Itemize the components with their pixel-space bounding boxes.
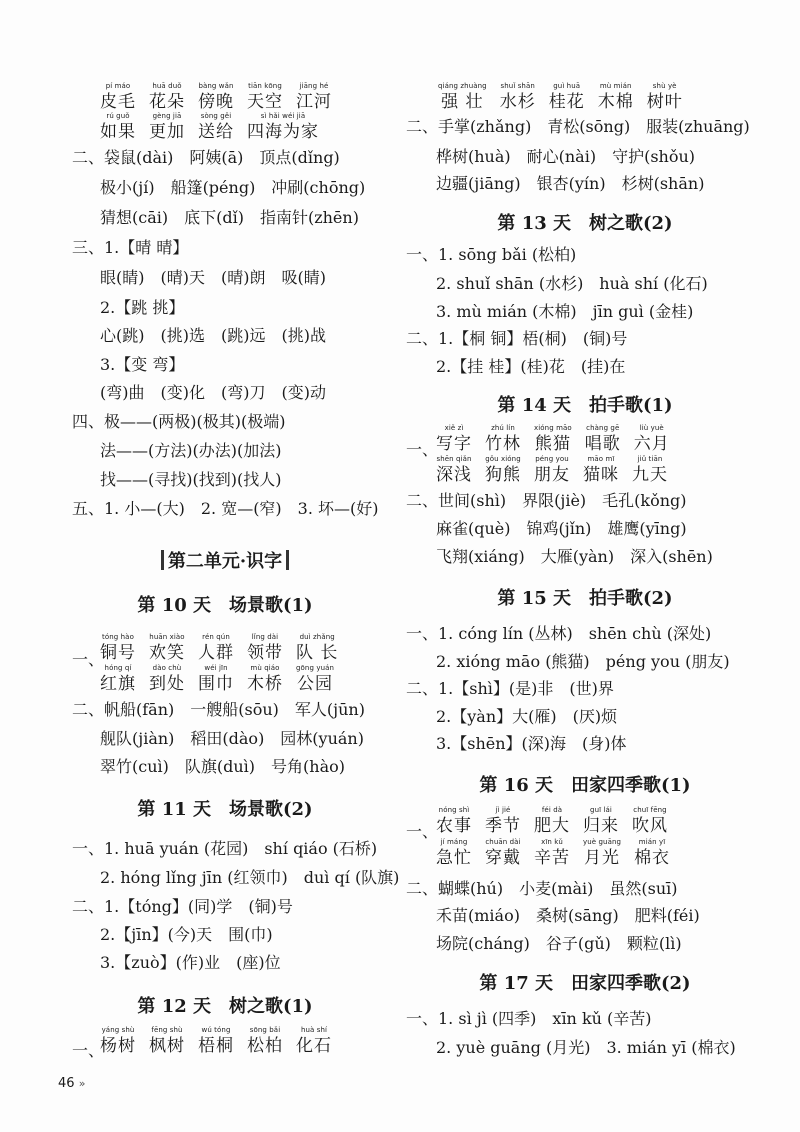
pinyin-word (100, 82, 136, 113)
answer-line: 麻雀(què) 锦鸡(jǐn) 雄鹰(yīng) (436, 519, 687, 538)
hanzi-text: 人群 (198, 643, 234, 663)
pinyin-word-row (436, 838, 683, 869)
pinyin-text: jiǔ tiān (637, 455, 663, 463)
pinyin-word (485, 424, 521, 455)
hanzi-text: 辛苦 (534, 848, 570, 868)
pinyin-text: tiān kōng (248, 82, 282, 90)
answer-line: 2.【跳 挑】 (100, 298, 185, 317)
pinyin-text: sòng gěi (200, 112, 232, 120)
pinyin-word (598, 82, 634, 113)
pinyin-text: chuān dài (485, 838, 521, 846)
pinyin-word (583, 455, 619, 486)
pinyin-word (583, 838, 621, 869)
section-marker: 一、 (72, 650, 105, 669)
answer-line: 3.【zuò】(作)业 (座)位 (100, 953, 281, 972)
pinyin-text: liù yuè (639, 424, 664, 432)
answer-line: 四、极——(两极)(极其)(极端) (72, 412, 286, 431)
pinyin-word (198, 664, 234, 695)
pinyin-word (149, 82, 185, 113)
pinyin-text: bàng wǎn (198, 82, 234, 90)
answer-line: 3.【变 弯】 (100, 355, 185, 374)
pinyin-word (198, 112, 234, 143)
pinyin-word-row (100, 112, 332, 143)
answer-line: 找——(寻找)(找到)(找人) (100, 470, 282, 489)
day-title: 第 13 天 树之歌(2) (497, 213, 673, 234)
title-bar-icon (161, 550, 164, 570)
answer-line: 猜想(cāi) 底下(dǐ) 指南针(zhēn) (100, 208, 359, 227)
pinyin-text: sōng bǎi (249, 1026, 281, 1034)
answer-line: 法——(方法)(办法)(加法) (100, 441, 282, 460)
day-title: 第 12 天 树之歌(1) (137, 996, 313, 1017)
hanzi-text: 松柏 (247, 1036, 283, 1056)
day-title: 第 16 天 田家四季歌(1) (479, 775, 691, 796)
pinyin-text: rú guǒ (106, 112, 130, 120)
answer-line: 三、1.【晴 晴】 (72, 238, 189, 257)
pinyin-text: fēng shù (151, 1026, 183, 1034)
hanzi-text: 四海为家 (247, 122, 319, 142)
pinyin-word (198, 82, 234, 113)
pinyin-word-row (436, 806, 681, 837)
pinyin-text: dào chù (152, 664, 182, 672)
hanzi-text: 如果 (100, 122, 136, 142)
pinyin-text: xiě zì (444, 424, 464, 432)
title-bar-icon (286, 550, 289, 570)
pinyin-text: xīn kǔ (541, 838, 563, 846)
hanzi-text: 深浅 (436, 465, 472, 485)
pinyin-word (485, 806, 521, 837)
pinyin-word (247, 82, 283, 113)
pinyin-word (534, 455, 570, 486)
pinyin-text: shēn qiǎn (436, 455, 472, 463)
pinyin-word (534, 838, 570, 869)
pinyin-word-row (100, 664, 347, 695)
hanzi-text: 化石 (296, 1036, 332, 1056)
hanzi-text: 穿戴 (485, 848, 521, 868)
hanzi-text: 急忙 (436, 848, 472, 868)
hanzi-text: 天空 (247, 92, 283, 112)
answer-line: 二、1.【shì】(是)非 (世)界 (406, 679, 614, 698)
pinyin-word (100, 664, 136, 695)
answer-line: 3. mù mián (木棉) jīn guì (金桂) (436, 302, 694, 321)
hanzi-text: 铜号 (100, 643, 136, 663)
pinyin-word (438, 82, 487, 113)
pinyin-text: qiáng zhuàng (438, 82, 487, 90)
pinyin-text: lǐng dài (251, 633, 279, 641)
pinyin-word (632, 806, 668, 837)
answer-line: 翠竹(cuì) 队旗(duì) 号角(hào) (100, 757, 345, 776)
pinyin-text: sì hǎi wéi jiā (260, 112, 306, 120)
pinyin-text: gèng jiā (152, 112, 182, 120)
hanzi-text: 皮毛 (100, 92, 136, 112)
hanzi-text: 领带 (247, 643, 283, 663)
pinyin-text: guī lái (590, 806, 612, 814)
hanzi-text: 傍晚 (198, 92, 234, 112)
pinyin-word (583, 806, 619, 837)
pinyin-word (436, 424, 472, 455)
pinyin-text: māo mī (587, 455, 615, 463)
answer-line: 二、帆船(fān) 一艘船(sōu) 军人(jūn) (72, 700, 365, 719)
hanzi-text: 归来 (583, 816, 619, 836)
hanzi-text: 九天 (632, 465, 668, 485)
hanzi-text: 肥大 (534, 816, 570, 836)
answer-line: 二、袋鼠(dài) 阿姨(ā) 顶点(dǐng) (72, 148, 340, 167)
pinyin-word-row (438, 82, 696, 113)
answer-line: 2. hóng lǐng jīn (红领巾) duì qí (队旗) (100, 868, 400, 887)
pinyin-text: yuè guāng (583, 838, 622, 846)
hanzi-text: 棉衣 (634, 848, 671, 868)
pinyin-word-row (436, 424, 683, 455)
pinyin-word (647, 82, 683, 113)
hanzi-text: 送给 (198, 122, 234, 142)
pinyin-text: gōng yuán (296, 664, 335, 672)
hanzi-text: 欢笑 (149, 643, 185, 663)
answer-line: 五、1. 小—(大) 2. 宽—(窄) 3. 坏—(好) (72, 499, 379, 518)
hanzi-text: 杨树 (100, 1036, 136, 1056)
hanzi-text: 枫树 (149, 1036, 185, 1056)
hanzi-text: 农事 (436, 816, 472, 836)
pinyin-text: huā duǒ (152, 82, 182, 90)
pinyin-word (149, 664, 185, 695)
pinyin-word-row (100, 633, 351, 664)
hanzi-text: 吹风 (632, 816, 668, 836)
pinyin-text: jì jié (495, 806, 511, 814)
answer-line: 一、1. sì jì (四季) xīn kǔ (辛苦) (406, 1009, 652, 1028)
answer-line: 场院(cháng) 谷子(gǔ) 颗粒(lì) (436, 934, 682, 953)
pinyin-text: shù yè (652, 82, 677, 90)
pinyin-word (436, 838, 472, 869)
hanzi-text: 猫咪 (583, 465, 619, 485)
hanzi-text: 熊猫 (534, 434, 571, 454)
answer-line: 一、1. huā yuán (花园) shí qiáo (石桥) (72, 839, 378, 858)
answer-line: 眼(睛) (晴)天 (晴)朗 吸(睛) (100, 268, 326, 287)
answer-line: 边疆(jiāng) 银杏(yín) 杉树(shān) (436, 174, 705, 193)
pinyin-word (100, 633, 136, 664)
pinyin-word (247, 633, 283, 664)
day-title: 第 10 天 场景歌(1) (137, 595, 313, 616)
pinyin-text: wéi jīn (204, 664, 228, 672)
pinyin-word (485, 455, 521, 486)
answer-line: 2. yuè guāng (月光) 3. mián yī (棉衣) (436, 1038, 736, 1057)
answer-line: 2.【jīn】(今)天 围(巾) (100, 925, 273, 944)
hanzi-text: 写字 (436, 434, 472, 454)
pinyin-text: mù mián (599, 82, 632, 90)
hanzi-text: 朋友 (534, 465, 570, 485)
answer-line: 桦树(huà) 耐心(nài) 守护(shǒu) (436, 147, 696, 166)
hanzi-text: 红旗 (100, 674, 136, 694)
hanzi-text: 木桥 (247, 674, 283, 694)
pinyin-word (247, 664, 283, 695)
pinyin-text: zhú lín (491, 424, 515, 432)
pinyin-text: mù qiáo (250, 664, 280, 672)
pinyin-word (198, 1026, 234, 1057)
hanzi-text: 桂花 (548, 92, 585, 112)
pinyin-text: duì zhǎng (299, 633, 335, 641)
pinyin-word (296, 82, 332, 113)
pinyin-word (632, 455, 668, 486)
double-chevron-icon: » (78, 1077, 86, 1090)
pinyin-word (436, 455, 472, 486)
answer-line: 二、1.【桐 铜】梧(桐) (铜)号 (406, 329, 628, 348)
pinyin-word (634, 838, 670, 869)
page-number-text: 46 (58, 1076, 75, 1091)
hanzi-text: 队 长 (296, 643, 339, 663)
hanzi-text: 公园 (297, 674, 334, 694)
pinyin-text: xióng māo (534, 424, 572, 432)
pinyin-text: huà shí (300, 1026, 328, 1034)
pinyin-word (534, 806, 570, 837)
pinyin-word (296, 633, 338, 664)
pinyin-word (500, 82, 536, 113)
section-marker: 一、 (72, 1041, 105, 1060)
pinyin-word (100, 1026, 136, 1057)
answer-line: (弯)曲 (变)化 (弯)刀 (变)动 (100, 383, 326, 402)
answer-line: 3.【shēn】(深)海 (身)体 (436, 734, 627, 753)
answer-line: 二、世间(shì) 界限(jiè) 毛孔(kǒng) (406, 491, 687, 510)
pinyin-word (247, 1026, 283, 1057)
hanzi-text: 梧桐 (198, 1036, 234, 1056)
day-title: 第 14 天 拍手歌(1) (497, 395, 673, 416)
pinyin-word (149, 1026, 185, 1057)
pinyin-word (296, 664, 334, 695)
pinyin-text: hóng qí (104, 664, 132, 672)
pinyin-text: guì huā (553, 82, 581, 90)
answer-line: 二、1.【tóng】(同)学 (铜)号 (72, 897, 293, 916)
hanzi-text: 更加 (149, 122, 185, 142)
answer-line: 2. xióng māo (熊猫) péng you (朋友) (436, 652, 730, 671)
pinyin-text: chàng gē (586, 424, 620, 432)
hanzi-text: 唱歌 (584, 434, 621, 454)
pinyin-word (149, 633, 185, 664)
pinyin-text: jiāng hé (299, 82, 329, 90)
pinyin-word (198, 633, 234, 664)
pinyin-text: tóng hào (102, 633, 134, 641)
day-title: 第 17 天 田家四季歌(2) (479, 973, 691, 994)
hanzi-text: 树叶 (646, 92, 683, 112)
hanzi-text: 围巾 (198, 674, 234, 694)
answer-line: 禾苗(miáo) 桑树(sāng) 肥料(féi) (436, 906, 700, 925)
answer-line: 二、手掌(zhǎng) 青松(sōng) 服装(zhuāng) (406, 117, 750, 136)
pinyin-word (585, 424, 621, 455)
hanzi-text: 强 壮 (441, 92, 484, 112)
pinyin-text: rén qún (202, 633, 230, 641)
hanzi-text: 木棉 (597, 92, 634, 112)
answer-line: 2. shuǐ shān (水杉) huà shí (化石) (436, 274, 708, 293)
hanzi-text: 竹林 (485, 434, 521, 454)
answer-line: 一、1. cóng lín (丛林) shēn chù (深处) (406, 624, 712, 643)
pinyin-word-row (436, 455, 681, 486)
pinyin-word (634, 424, 670, 455)
pinyin-text: wú tóng (201, 1026, 231, 1034)
answer-line: 2.【yàn】大(雁) (厌)烦 (436, 707, 618, 726)
hanzi-text: 六月 (633, 434, 670, 454)
answer-line: 心(跳) (挑)选 (跳)远 (挑)战 (100, 326, 326, 345)
hanzi-text: 狗熊 (485, 465, 521, 485)
section-marker: 一、 (406, 822, 439, 841)
pinyin-word (149, 112, 185, 143)
hanzi-text: 月光 (584, 848, 621, 868)
pinyin-word (549, 82, 585, 113)
pinyin-word (100, 112, 136, 143)
hanzi-text: 花朵 (149, 92, 185, 112)
right-column (400, 0, 770, 1132)
pinyin-word (436, 806, 472, 837)
pinyin-text: féi dà (541, 806, 563, 814)
day-title: 第 11 天 场景歌(2) (137, 799, 313, 820)
answer-line: 极小(jí) 船篷(péng) 冲刷(chōng) (100, 178, 366, 197)
hanzi-text: 水杉 (499, 92, 536, 112)
pinyin-text: nóng shì (438, 806, 470, 814)
pinyin-word (296, 1026, 332, 1057)
pinyin-word-row (100, 82, 345, 113)
pinyin-word (485, 838, 521, 869)
pinyin-text: péng you (535, 455, 569, 463)
pinyin-text: shuǐ shān (500, 82, 535, 90)
day-title: 第 15 天 拍手歌(2) (497, 588, 673, 609)
pinyin-text: chuī fēng (633, 806, 667, 814)
pinyin-text: pí máo (105, 82, 131, 90)
hanzi-text: 到处 (149, 674, 185, 694)
answer-line: 二、蝴蝶(hú) 小麦(mài) 虽然(suī) (406, 879, 678, 898)
pinyin-text: mián yī (638, 838, 666, 846)
pinyin-word (534, 424, 572, 455)
pinyin-word-row (100, 1026, 345, 1057)
unit-title-text: 第二单元·识字 (167, 551, 283, 572)
unit-title (40, 549, 410, 575)
pinyin-text: huān xiào (149, 633, 185, 641)
pinyin-text: jí máng (440, 838, 468, 846)
answer-line: 2.【挂 桂】(桂)花 (挂)在 (436, 357, 626, 376)
page-number (58, 1076, 85, 1091)
pinyin-word (247, 112, 319, 143)
answer-line: 舰队(jiàn) 稻田(dào) 园林(yuán) (100, 729, 364, 748)
pinyin-text: yáng shù (101, 1026, 135, 1034)
section-marker: 一、 (406, 440, 439, 459)
hanzi-text: 季节 (485, 816, 521, 836)
pinyin-text: gǒu xióng (485, 455, 521, 463)
hanzi-text: 江河 (296, 92, 332, 112)
answer-line: 飞翔(xiáng) 大雁(yàn) 深入(shēn) (436, 547, 713, 566)
answer-line: 一、1. sōng bǎi (松柏) (406, 245, 577, 264)
